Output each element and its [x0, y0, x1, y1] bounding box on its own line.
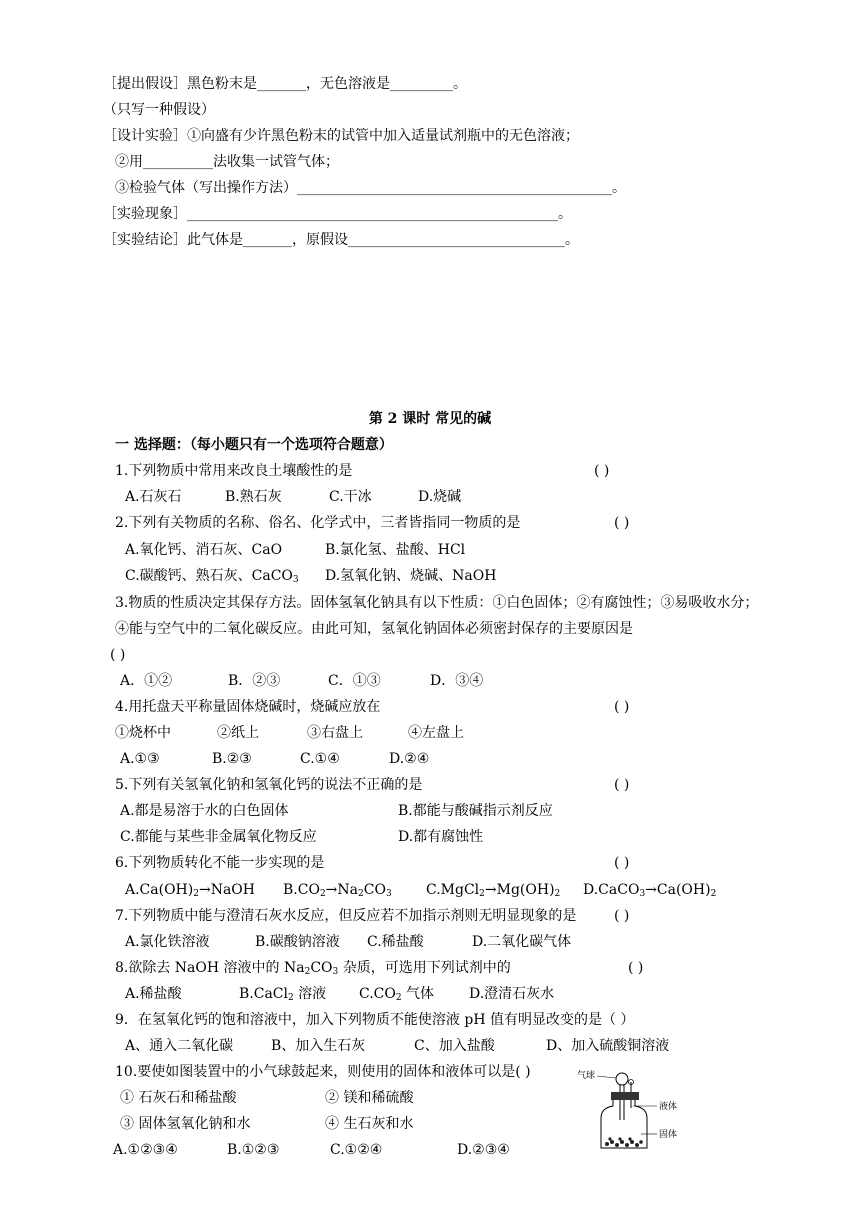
q7-option-c: C.稀盐酸: [367, 934, 424, 950]
q10-options: [113, 1139, 510, 1161]
q3-paren: ( ): [110, 647, 126, 663]
apparatus-figure: [575, 1062, 685, 1154]
q4-item-2: ②纸上: [217, 725, 259, 741]
lesson-title: 第 2 课时 常见的碱: [368, 411, 492, 427]
q4-item-1: ①烧杯中: [115, 725, 171, 741]
q5-options-row1: [120, 800, 553, 822]
q10-item-1: ① 石灰石和稀盐酸: [120, 1090, 237, 1106]
q8-option-b: B.CaCl$_2$ 溶液: [239, 986, 327, 1003]
q9-option-d: D、加入硫酸铜溶液: [546, 1038, 670, 1054]
q5-stem: 5.下列有关氢氧化钠和氢氧化钙的说法不正确的是: [115, 777, 423, 793]
q3-stem: 3.物质的性质决定其保存方法。固体氢氧化钠具有以下性质：①白色固体；②有腐蚀性；③易吸收水分；: [115, 595, 759, 611]
q6-stem: 6.下列物质转化不能一步实现的是: [115, 855, 325, 871]
q5-paren: ( ): [614, 777, 630, 793]
q5-option-d: D.都有腐蚀性: [398, 829, 484, 845]
q2-option-b: B.氯化氢、盐酸、HCl: [325, 542, 466, 558]
q2-option-c: C.碳酸钙、熟石灰、CaCO$_3$: [125, 568, 299, 585]
q1-options: [125, 486, 461, 508]
q10-stem: 10.要使如图装置中的小气球鼓起来，则使用的固体和液体可以是( ): [115, 1064, 531, 1080]
solid-particles: [605, 1137, 643, 1147]
q9-option-a: A、通入二氧化碳: [125, 1038, 234, 1054]
q2-stem: 2.下列有关物质的名称、俗名、化学式中，三者皆指同一物质的是: [115, 515, 521, 531]
q2-option-a: A.氧化钙、消石灰、CaO: [125, 542, 283, 558]
q8-option-d: D.澄清石灰水: [469, 986, 555, 1002]
q4-option-a: A.①③: [120, 751, 160, 767]
conclusion-line: ［实验结论］此气体是_______，原假设_______________________________。: [103, 232, 579, 248]
q1-option-b: B.熟石灰: [225, 489, 282, 505]
balloon-label: 气球: [577, 1071, 596, 1081]
q10-option-a: A.①②③④: [113, 1142, 178, 1158]
q1-stem: 1.下列物质中常用来改良土壤酸性的是: [115, 463, 353, 479]
q9-options: [125, 1035, 669, 1057]
q3-options: [120, 670, 483, 692]
q10-item-4: ④ 生石灰和水: [325, 1116, 414, 1132]
q1-option-a: A.石灰石: [125, 489, 182, 505]
q6-paren: ( ): [614, 855, 630, 871]
q6-option-a: $A.Ca(OH)_2\to NaOH$: [125, 882, 255, 899]
q8-paren: ( ): [628, 960, 644, 976]
q4-option-d: D.②④: [389, 751, 430, 767]
step2-line: ②用__________法收集一试管气体；: [115, 154, 339, 170]
q6-option-d: $D.CaCO_3\to Ca(OH)_2$: [583, 882, 717, 899]
q1-option-d: D.烧碱: [418, 489, 462, 505]
q6-options: [125, 879, 716, 901]
q10-items-row1: [120, 1087, 413, 1109]
q8-option-c: $C.CO_2$ 气体: [359, 986, 435, 1003]
q7-option-d: D.二氧化碳气体: [472, 934, 572, 950]
q5-options-row2: [120, 826, 483, 848]
q10-item-3: ③ 固体氢氧化钠和水: [120, 1116, 251, 1132]
q4-option-b: B.②③: [212, 751, 252, 767]
q3-option-b: B．②③: [228, 673, 281, 689]
section-heading: 一 选择题：（每小题只有一个选项符合题意）: [115, 437, 393, 453]
hypothesis-note: （只写一种假设）: [103, 102, 215, 118]
q3-option-c: C．①③: [328, 673, 381, 689]
q1-paren: ( ): [594, 463, 610, 479]
design-line: ［设计实验］①向盛有少许黑色粉末的试管中加入适量试剂瓶中的无色溶液；: [103, 128, 579, 144]
q5-option-c: C.都能与某些非金属氧化物反应: [120, 829, 317, 845]
q3-option-d: D．③④: [430, 673, 484, 689]
q3-stem-2: ④能与空气中的二氧化碳反应。由此可知，氢氧化钠固体必须密封保存的主要原因是: [115, 621, 633, 637]
q4-stem: 4.用托盘天平称量固体烧碱时，烧碱应放在: [115, 699, 381, 715]
hypothesis-line: ［提出假设］黑色粉末是_______，无色溶液是_________。: [103, 76, 467, 92]
q7-options: [125, 931, 571, 953]
q2-paren: ( ): [614, 515, 630, 531]
step3-line: ③检验气体（写出操作方法）_____________________________________________。: [115, 180, 626, 196]
q7-option-b: B.碳酸钠溶液: [255, 934, 340, 950]
q5-option-a: A.都是易溶于水的白色固体: [120, 803, 289, 819]
q9-stem: 9．在氢氧化钙的饱和溶液中，加入下列物质不能使溶液 pH 值有明显改变的是（ ）: [115, 1012, 635, 1028]
stopper-icon: [611, 1092, 639, 1100]
q7-option-a: A.氯化铁溶液: [125, 934, 210, 950]
q9-option-c: C、加入盐酸: [414, 1038, 495, 1054]
q10-option-b: B.①②③: [227, 1142, 280, 1158]
q3-option-a: A．①②: [120, 673, 173, 689]
q9-option-b: B、加入生石灰: [271, 1038, 366, 1054]
q6-option-b: $B.CO_2\to Na_2CO_3$: [283, 882, 392, 899]
q7-paren: ( ): [614, 908, 630, 924]
solid-label: 固体: [659, 1130, 678, 1140]
q4-items: [115, 722, 464, 744]
q7-stem: 7.下列物质中能与澄清石灰水反应，但反应若不加指示剂则无明显现象的是: [115, 908, 577, 924]
q1-option-c: C.干冰: [329, 489, 372, 505]
q4-options: [120, 748, 429, 770]
q4-item-4: ④左盘上: [408, 725, 464, 741]
q2-options-row2: [125, 565, 496, 587]
phenomenon-line: ［实验现象］_____________________________________________________。: [103, 206, 572, 222]
q8-option-a: A.稀盐酸: [125, 986, 182, 1002]
q4-paren: ( ): [614, 699, 630, 715]
q4-option-c: C.①④: [300, 751, 340, 767]
q10-option-d: D.②③④: [457, 1142, 510, 1158]
liquid-label: 液体: [659, 1102, 678, 1112]
q10-option-c: C.①②④: [330, 1142, 383, 1158]
q5-option-b: B.都能与酸碱指示剂反应: [398, 803, 553, 819]
q10-items-row2: [120, 1113, 413, 1135]
q2-options-row1: [125, 539, 465, 561]
q10-item-2: ② 镁和稀硫酸: [325, 1090, 414, 1106]
q4-item-3: ③右盘上: [307, 725, 363, 741]
balloon-icon: [616, 1073, 628, 1085]
q2-option-d: D.氢氧化钠、烧碱、NaOH: [325, 568, 497, 584]
q8-options: [125, 983, 554, 1005]
q8-stem: 8.欲除去 NaOH 溶液中的 $Na_2CO_3$ 杂质，可选用下列试剂中的: [115, 960, 511, 977]
q6-option-c: $C.MgCl_2\to Mg(OH)_2$: [426, 882, 561, 899]
